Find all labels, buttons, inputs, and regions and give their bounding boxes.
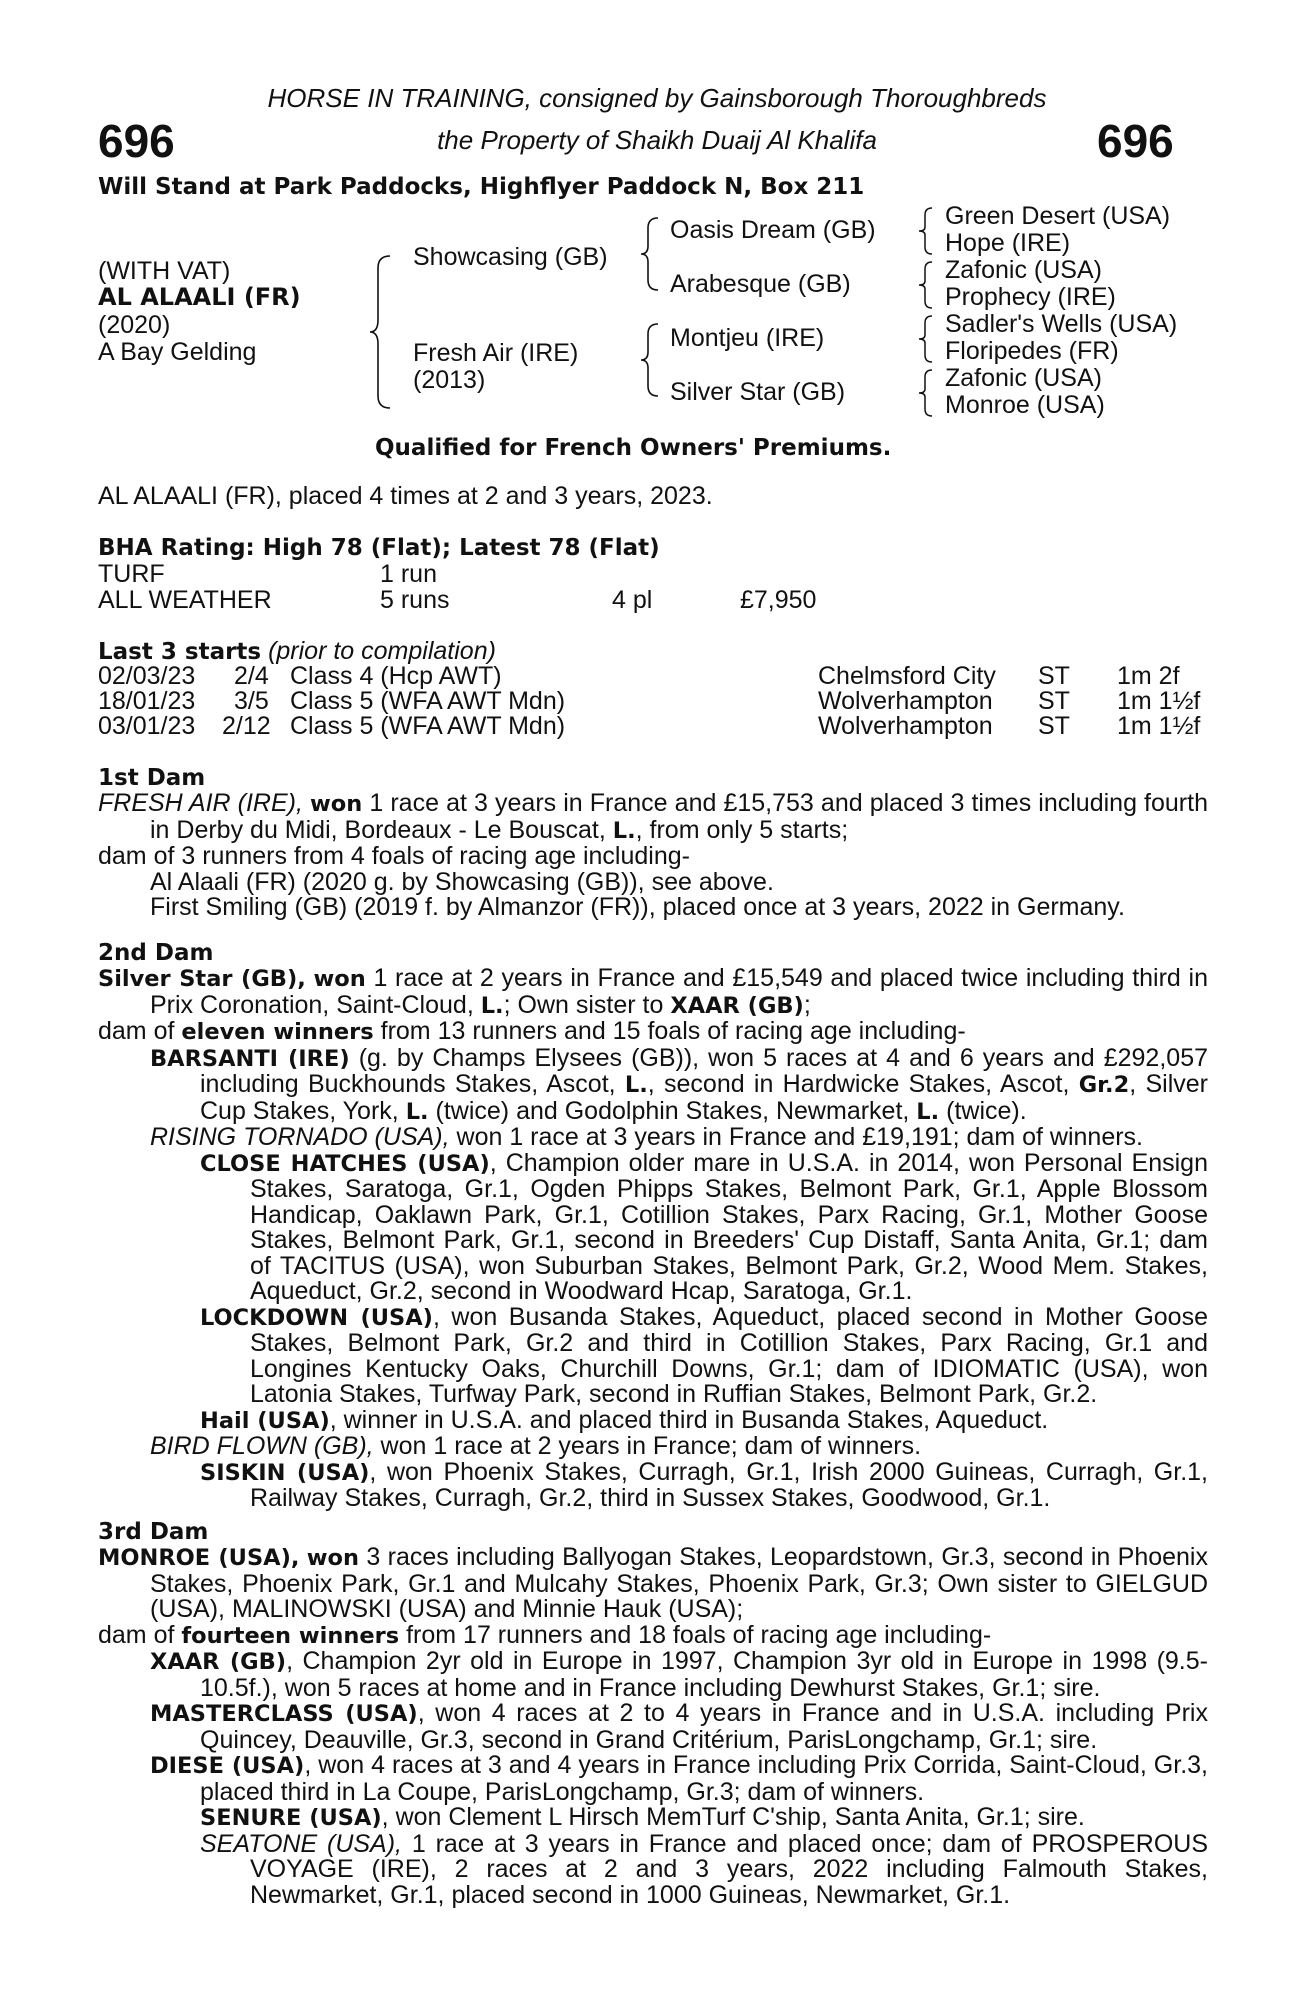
second-dam-text: ; Own sister to	[503, 990, 671, 1019]
qualified-note: Qualified for French Owners' Premiums.	[375, 435, 892, 461]
listed-mark: L.	[480, 992, 504, 1019]
progeny-text: 1 race at 3 years in France and placed once; dam of PROSPEROUS VOYAGE (IRE), 2 races at 2 and 3 years, 2022 including Falmouth Stakes, Newmarket, Gr.1, placed second in 1000 Guineas, Newmarket, Gr.1.	[250, 1829, 1208, 1909]
sire-name: Showcasing (GB)	[413, 243, 608, 271]
progeny-text: , Champion 2yr old in Europe in 1997, Champion 3yr old in Europe in 1998 (9.5-10.5f.), won 5 races at home and in France including Dewhurst Stakes, Gr.1; sire.	[200, 1647, 1208, 1702]
produce-text: dam of	[98, 1620, 182, 1649]
horse-description: A Bay Gelding	[98, 338, 257, 366]
progeny-text: won 1 race at 2 years in France; dam of winners.	[373, 1432, 922, 1460]
produce-text: from 13 runners and 15 foals of racing age including-	[373, 1017, 966, 1045]
start-race: Class 5 (WFA AWT Mdn)	[290, 712, 566, 740]
first-dam-foal-1: Al Alaali (FR) (2020 g. by Showcasing (GB)), see above.	[150, 867, 774, 896]
start-race: Class 5 (WFA AWT Mdn)	[290, 687, 566, 715]
consignment-line: HORSE IN TRAINING, consigned by Gainsborough Thoroughbreds	[267, 83, 1047, 113]
progeny-text: , won Phoenix Stakes, Curragh, Gr.1, Irish 2000 Guineas, Curragh, Gr.1, Railway Stakes, Curragh, Gr.2, third in Sussex Stakes, Goodwood, Gr.1.	[250, 1457, 1208, 1512]
progeny-text: , won Busanda Stakes, Aqueduct, placed second in Mother Goose Stakes, Belmont Park, Gr.2 and third in Cotillion Stakes, Parx Racing, Gr.1 and Longines Kentucky Oaks, Churchill Downs, Gr.1; dam of IDIOMATIC (USA), won Latonia Stakes, Turfway Park, second in Ruffian Stakes, Belmont Park, Gr.2.	[250, 1302, 1208, 1408]
aw-earnings: £7,950	[740, 586, 817, 614]
second-dam-heading: 2nd Dam	[98, 940, 214, 966]
progeny-name: SENURE (USA)	[200, 1805, 382, 1831]
start-race: Class 4 (Hcp AWT)	[290, 662, 502, 690]
third-dam-produce	[98, 1620, 1208, 1650]
third-dam-heading: 3rd Dam	[98, 1519, 209, 1545]
ggp-brace-3	[916, 314, 936, 364]
won-label: won	[310, 791, 363, 817]
start-course: Chelmsford City	[818, 662, 996, 690]
progeny-name: CLOSE HATCHES (USA)	[200, 1150, 490, 1177]
won-label: won	[306, 1545, 360, 1571]
progeny-name: Hail (USA)	[200, 1407, 330, 1434]
aw-runs: 5 runs	[380, 586, 450, 614]
progeny-text: , won Clement L Hirsch MemTurf C'ship, Santa Anita, Gr.1; sire.	[381, 1803, 1085, 1831]
first-dam-foal-2: First Smiling (GB) (2019 f. by Almanzor (FR)), placed once at 3 years, 2022 in Germany.	[150, 893, 1125, 921]
start-going: ST	[1038, 662, 1070, 690]
start-date: 03/01/23	[98, 712, 196, 740]
won-label: won	[313, 966, 366, 992]
turf-runs: 1 run	[380, 560, 437, 588]
sire-sire: Oasis Dream (GB)	[670, 216, 876, 244]
vat-label: (WITH VAT)	[98, 257, 231, 285]
winners-count: fourteen winners	[181, 1622, 400, 1649]
diese-entry	[98, 1753, 1208, 1805]
start-date: 02/03/23	[98, 662, 196, 690]
progeny-text: (g. by Champs Elysees (GB)), won 5 races at 4 and 6 years and £292,057 including Buckhounds Stakes, Ascot,	[200, 1043, 1208, 1098]
progeny-name: BARSANTI (IRE)	[150, 1045, 350, 1072]
senure-entry	[98, 1805, 1208, 1832]
ggp-7: Zafonic (USA)	[945, 364, 1102, 392]
aw-placed: 4 pl	[612, 586, 653, 614]
ggp-4: Prophecy (IRE)	[945, 283, 1116, 311]
third-dam-record	[98, 1545, 1208, 1623]
first-dam-produce: dam of 3 runners from 4 foals of racing age including-	[98, 842, 690, 870]
first-dam-text: 1 race at 3 years in France and £15,753 and placed 3 times including fourth in Derby du Midi, Bordeaux - Le Bouscat,	[150, 789, 1208, 844]
second-dam-text: 1 race at 2 years in France and £15,549 and placed twice including third in Prix Coronation, Saint-Cloud,	[150, 964, 1208, 1019]
listed-mark: L.	[916, 1098, 940, 1125]
progeny-text: , winner in U.S.A. and placed third in Busanda Stakes, Aqueduct.	[329, 1405, 1049, 1434]
sire-dam: Arabesque (GB)	[670, 270, 851, 298]
start-pos: 3/5	[234, 687, 269, 715]
third-dam-name: MONROE (USA),	[98, 1545, 300, 1571]
horse-name: AL ALAALI (FR)	[98, 283, 301, 311]
ggp-brace-2	[916, 260, 936, 310]
seatone-entry	[98, 1829, 1208, 1909]
first-dam-name: FRESH AIR (IRE),	[98, 789, 303, 817]
progeny-text: , second in Hardwicke Stakes, Ascot,	[647, 1070, 1079, 1098]
dam-sire: Montjeu (IRE)	[670, 324, 825, 352]
listed-mark: L.	[624, 1072, 648, 1098]
produce-text: from 17 runners and 18 foals of racing age including-	[399, 1620, 992, 1649]
second-dam-record	[98, 966, 1208, 1019]
progeny-name: MASTERCLASS (USA)	[150, 1701, 418, 1727]
progeny-name: SEATONE (USA),	[200, 1829, 402, 1858]
winners-count: eleven winners	[181, 1019, 374, 1045]
progeny-name: BIRD FLOWN (GB),	[150, 1432, 374, 1460]
horse-year: (2020)	[98, 311, 171, 339]
ggp-brace-4	[916, 368, 936, 418]
ggp-5: Sadler's Wells (USA)	[945, 310, 1178, 338]
rising-tornado-entry	[98, 1125, 1208, 1151]
start-course: Wolverhampton	[818, 687, 993, 715]
pedigree-brace-sire	[638, 216, 662, 292]
listed-mark: L.	[612, 817, 636, 844]
dam-name: Fresh Air (IRE)	[413, 339, 579, 367]
pedigree-brace-main	[368, 254, 398, 410]
property-line: the Property of Shaikh Duaij Al Khalifa	[437, 125, 877, 155]
first-dam-section	[98, 791, 1208, 921]
second-dam-name: Silver Star (GB),	[98, 966, 306, 992]
hail-entry	[98, 1405, 1208, 1435]
ggp-8: Monroe (USA)	[945, 391, 1105, 419]
grade-mark: Gr.2	[1078, 1072, 1130, 1098]
bha-rating: BHA Rating: High 78 (Flat); Latest 78 (Flat)	[98, 535, 660, 561]
sister-name: XAAR (GB)	[670, 992, 804, 1019]
ggp-1: Green Desert (USA)	[945, 202, 1171, 230]
progeny-name: LOCKDOWN (USA)	[200, 1304, 433, 1331]
start-course: Wolverhampton	[818, 712, 993, 740]
progeny-text: (twice).	[939, 1096, 1027, 1125]
first-dam-text-end: , from only 5 starts;	[635, 815, 849, 844]
third-dam-section	[98, 1545, 1208, 1908]
aw-label: ALL WEATHER	[98, 586, 272, 614]
ggp-2: Hope (IRE)	[945, 229, 1071, 257]
summary-line: AL ALAALI (FR), placed 4 times at 2 and 3 years, 2023.	[98, 482, 713, 510]
start-dist: 1m 2f	[1117, 662, 1180, 690]
barsanti-entry	[98, 1043, 1209, 1126]
progeny-text: won 1 race at 3 years in France and £19,191; dam of winners.	[449, 1123, 1144, 1151]
second-dam-text: ;	[803, 990, 811, 1019]
first-dam-heading: 1st Dam	[98, 765, 206, 791]
progeny-text: , Silver Cup Stakes, York,	[200, 1070, 1209, 1125]
third-dam-text: 3 races including Ballyogan Stakes, Leopardstown, Gr.3, second in Phoenix Stakes, Phoenix Park, Gr.1 and Mulcahy Stakes, Phoenix Park, Gr.3; Own sister to GIELGUD (USA), MALINOWSKI (USA) and Minnie Hauk (USA);	[150, 1543, 1208, 1623]
progeny-text: , won 4 races at 2 to 4 years in France and in U.S.A. including Prix Quincey, Deauville, Gr.3, second in Grand Critérium, ParisLongchamp, Gr.1; sire.	[200, 1699, 1208, 1754]
produce-text: dam of	[98, 1017, 182, 1045]
start-pos: 2/4	[234, 662, 269, 690]
masterclass-entry	[98, 1701, 1208, 1753]
start-pos: 2/12	[222, 712, 271, 740]
dam-year: (2013)	[413, 366, 486, 394]
ggp-3: Zafonic (USA)	[945, 256, 1102, 284]
ggp-6: Floripedes (FR)	[945, 337, 1119, 365]
progeny-name: RISING TORNADO (USA),	[150, 1123, 450, 1151]
pedigree-brace-dam	[638, 322, 662, 398]
bird-flown-entry	[98, 1434, 1208, 1460]
second-dam-produce	[98, 1019, 1208, 1046]
stand-line: Will Stand at Park Paddocks, Highflyer Paddock N, Box 211	[98, 174, 865, 200]
progeny-name: XAAR (GB)	[150, 1649, 287, 1675]
progeny-text: , won 4 races at 3 and 4 years in France including Prix Corrida, Saint-Cloud, Gr.3, placed third in La Coupe, ParisLongchamp, Gr.3; dam of winners.	[200, 1751, 1208, 1806]
start-going: ST	[1038, 687, 1070, 715]
last-starts-title: Last 3 starts	[98, 639, 262, 665]
ggp-brace-1	[916, 206, 936, 256]
progeny-name: SISKIN (USA)	[200, 1459, 370, 1486]
dam-dam: Silver Star (GB)	[670, 378, 846, 406]
siskin-entry	[98, 1457, 1208, 1512]
start-dist: 1m 1½f	[1117, 687, 1201, 715]
start-going: ST	[1038, 712, 1070, 740]
progeny-text: (twice) and Godolphin Stakes, Newmarket,	[428, 1096, 917, 1125]
first-dam-record	[98, 791, 1208, 844]
close-hatches-entry	[98, 1148, 1208, 1305]
start-dist: 1m 1½f	[1117, 712, 1201, 740]
lockdown-entry	[98, 1302, 1208, 1408]
second-dam-section	[98, 966, 1208, 1512]
lot-number-right: 696	[1097, 115, 1174, 167]
listed-mark: L.	[405, 1098, 429, 1125]
lot-number-left: 696	[98, 115, 175, 167]
progeny-name: DIESE (USA)	[150, 1753, 305, 1779]
turf-label: TURF	[98, 560, 165, 588]
progeny-text: , Champion older mare in U.S.A. in 2014, won Personal Ensign Stakes, Saratoga, Gr.1, Ogden Phipps Stakes, Belmont Park, Gr.1, Apple Blossom Handicap, Oaklawn Park, Gr.1, Cotillion Stakes, Parx Racing, Gr.1, Mother Goose Stakes, Belmont Park, Gr.1, second in Breeders' Cup Distaff, Santa Anita, Gr.1; dam of TACITUS (USA), won Suburban Stakes, Belmont Park, Gr.2, Wood Mem. Stakes, Aqueduct, Gr.2, second in Woodward Hcap, Saratoga, Gr.1.	[250, 1148, 1208, 1305]
xaar-entry	[98, 1649, 1208, 1701]
last-starts-note: (prior to compilation)	[268, 637, 496, 665]
start-date: 18/01/23	[98, 687, 196, 715]
